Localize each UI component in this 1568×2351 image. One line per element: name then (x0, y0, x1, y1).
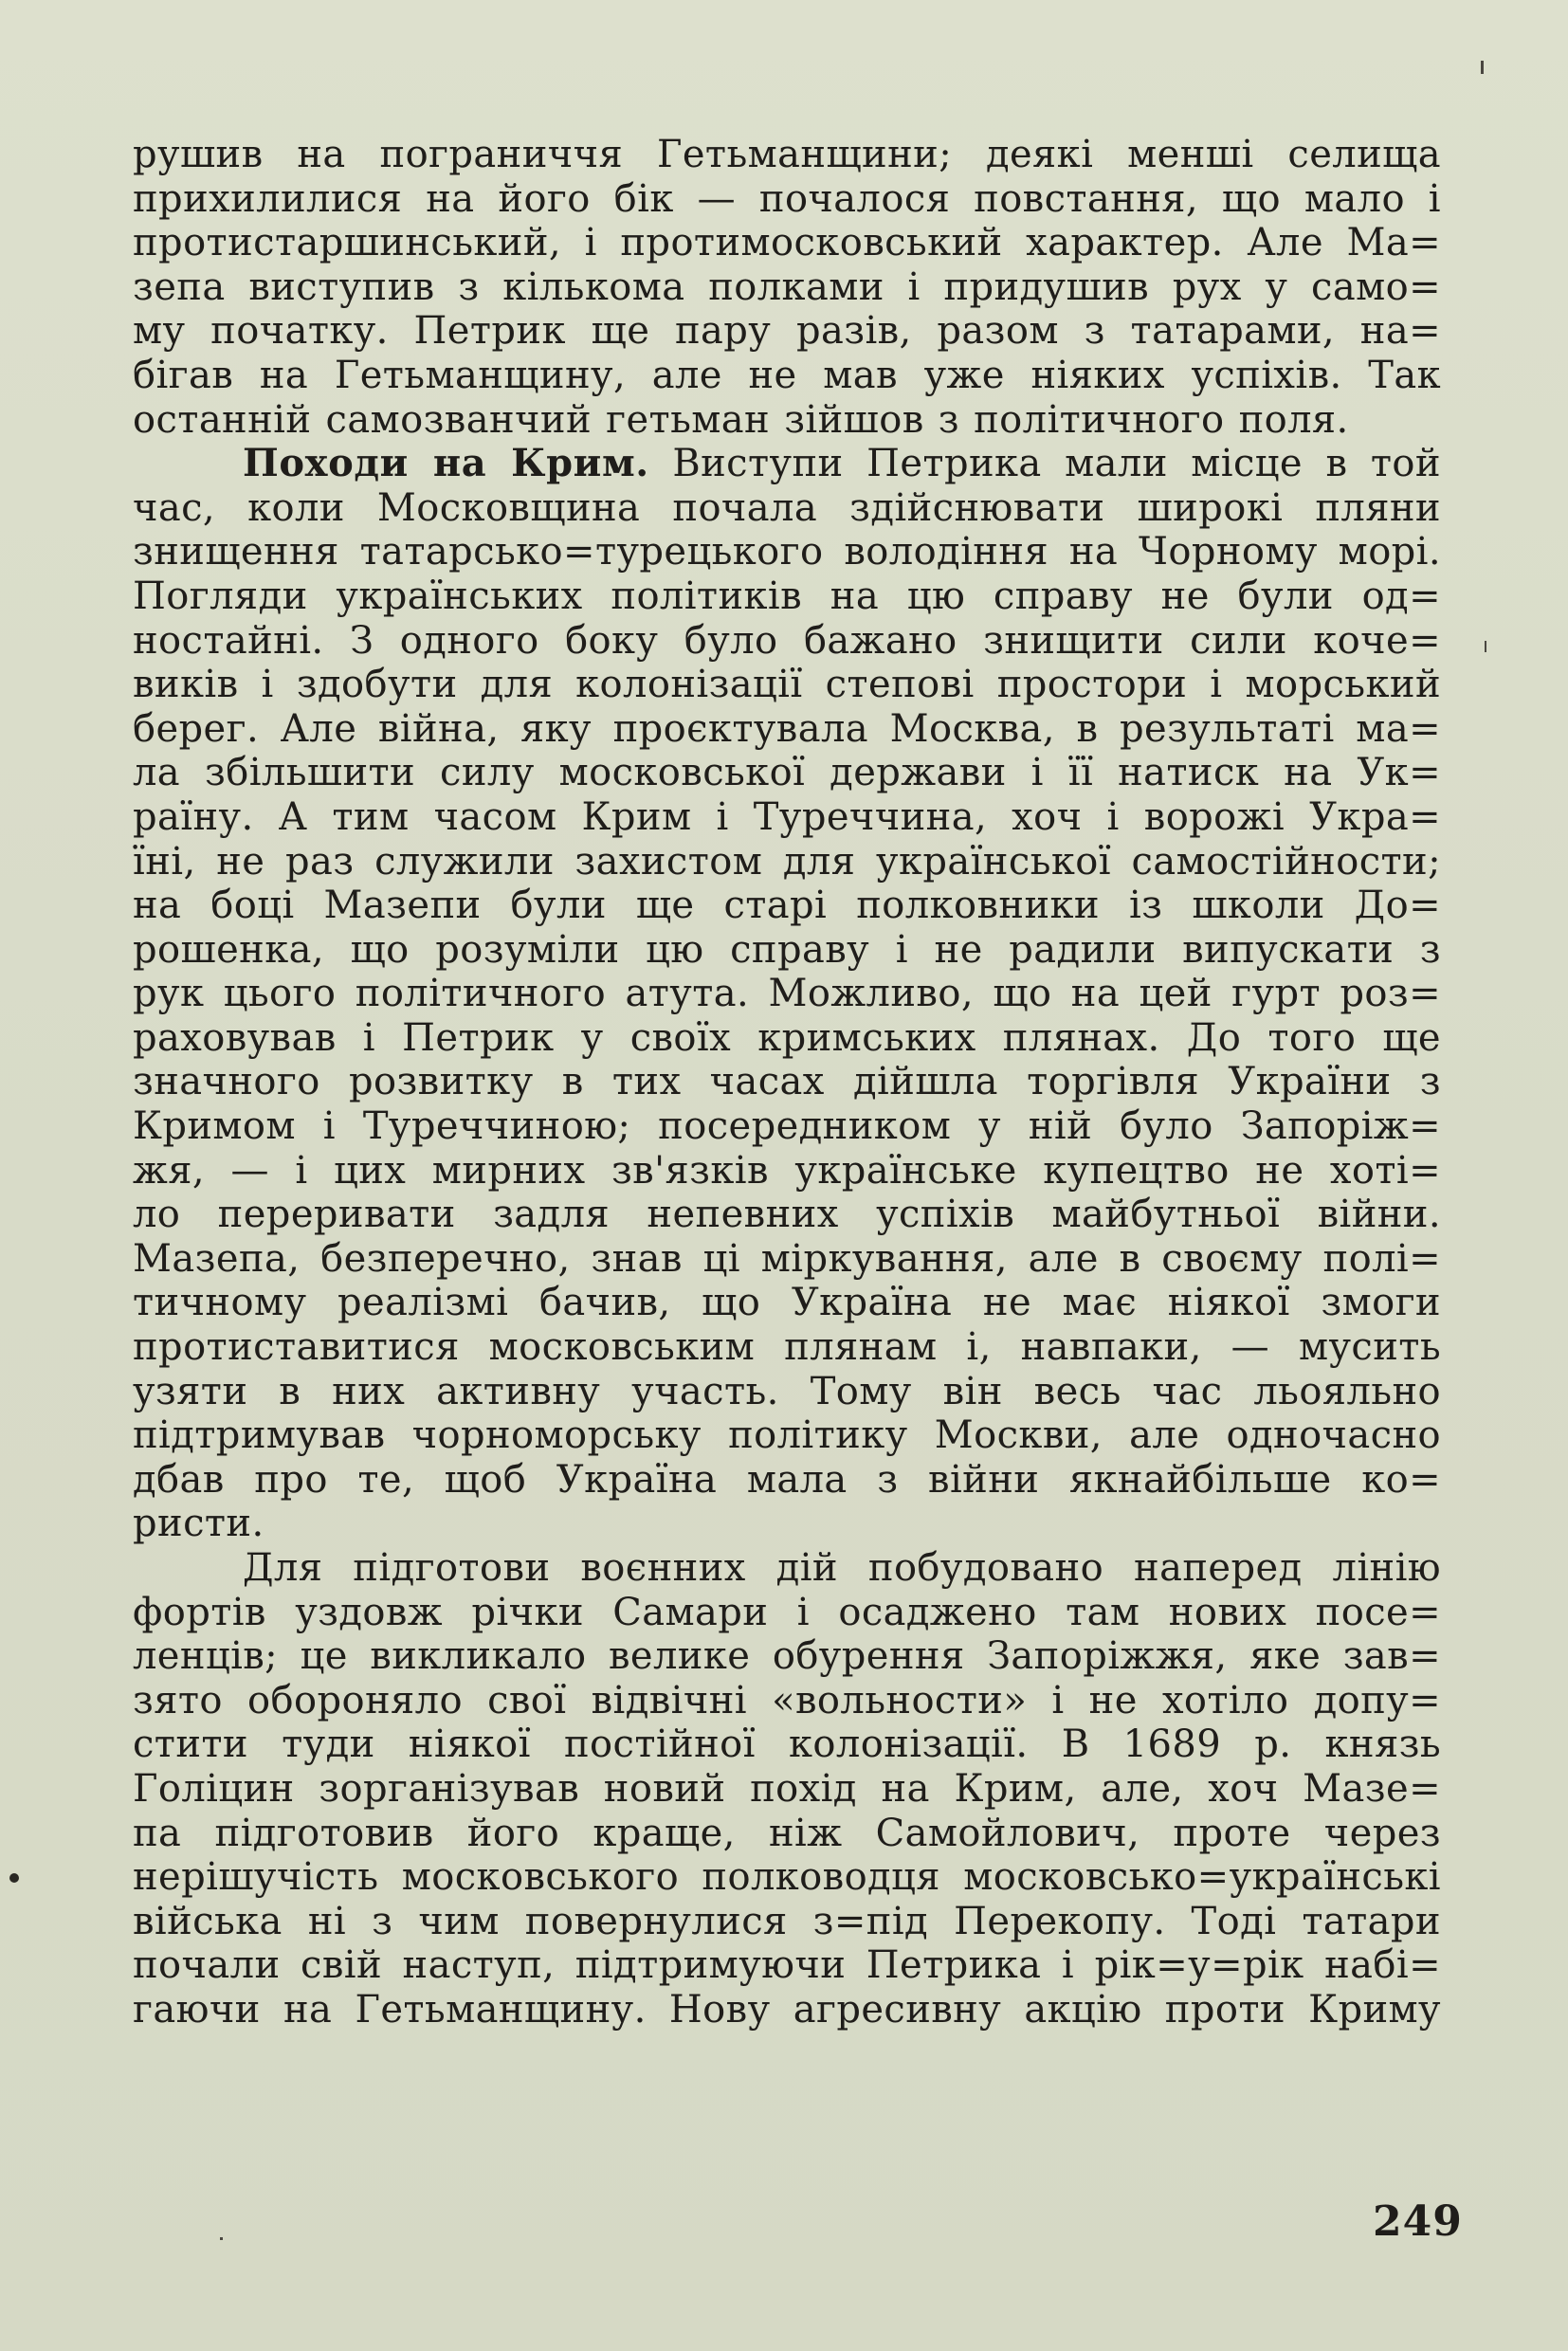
scan-mark (1485, 641, 1486, 652)
body-text (133, 133, 1441, 2032)
text-line: знищення татарсько=турецького володіння на Чорному морі. (133, 530, 1441, 574)
text-line: нерішучість московського полководця московсько=українські (133, 1855, 1441, 1900)
text-line: Для підготови воєнних дій побудовано наперед лінію (243, 1546, 1441, 1590)
text-line: виків і здобути для колонізації степові простори і морський (133, 663, 1441, 707)
text-line: Кримом і Туреччиною; посередником у ній було Запоріж= (133, 1104, 1441, 1149)
text-line: протистаршинський, і протимосковський характер. Але Ма= (133, 221, 1441, 265)
text-line: час, коли Московщина почала здійснювати широкі пляни (133, 485, 1441, 530)
text-line: зепа виступив з кількома полками і придушив рух у само= (133, 264, 1441, 309)
paragraph (133, 442, 1441, 1546)
text-line: рушив на пограниччя Гетьманщини; деякі менші селища (133, 133, 1441, 176)
text-line: дбав про те, щоб Україна мала з війни якнайбільше ко= (133, 1457, 1441, 1502)
text-line: фортів уздовж річки Самари і осаджено там нових посе= (133, 1590, 1441, 1634)
text-line: значного розвитку в тих часах дійшла торгівля України з (133, 1060, 1441, 1104)
text-line: війська ні з чим повернулися з=під Перекопу. Тоді татари (133, 1899, 1441, 1943)
text-line: раїну. А тим часом Крим і Туреччина, хоч і ворожі Укра= (133, 794, 1441, 839)
text-line: зято обороняло свої відвічні «вольности» і не хотіло допу= (133, 1678, 1441, 1722)
scan-mark (1481, 61, 1484, 74)
text-line: Голіцин зорганізував новий похід на Крим, але, хоч Мазе= (133, 1766, 1441, 1811)
text-line: рук цього політичного атута. Можливо, що на цей гурт роз= (133, 972, 1441, 1016)
text-line: їні, не раз служили захистом для української самостійности; (133, 839, 1441, 884)
text-line: Погляди українських політиків на цю справу не були од= (133, 574, 1441, 618)
text-line: останній самозванчий гетьман зійшов з політичного поля. (133, 397, 1349, 442)
scan-mark (220, 2237, 223, 2240)
text-line: Мазепа, безперечно, знав ці міркування, але в своєму полі= (133, 1236, 1441, 1281)
text-line: берег. Але війна, яку проєктувала Москва, в результаті ма= (133, 706, 1441, 751)
page-number: 249 (1373, 2197, 1463, 2246)
text-line: узяти в них активну участь. Тому він весь час льояльно (133, 1369, 1441, 1413)
text-line: на боці Мазепи були ще старі полковники із школи До= (133, 884, 1441, 928)
text-line: ристи. (133, 1502, 264, 1546)
text-line: бігав на Гетьманщину, але не мав уже ніяких успіхів. Так (133, 353, 1441, 397)
text-line: протиставитися московським плянам і, навпаки, — мусить (133, 1325, 1441, 1370)
text-line: жя, — і цих мирних зв'язків українське купецтво не хоті= (133, 1148, 1441, 1193)
text-line: підтримував чорноморську політику Москви, але одночасно (133, 1413, 1441, 1458)
heading-line-text: Виступи Петрика мали місце в той (672, 442, 1441, 486)
text-line: гаючи на Гетьманщину. Нову агресивну акцію проти Криму (133, 1987, 1441, 2032)
text-line: тичному реалізмі бачив, що Україна не має ніякої змоги (133, 1281, 1441, 1325)
text-line: му початку. Петрик ще пару разів, разом з татарами, на= (133, 309, 1441, 354)
paragraph (133, 133, 1441, 442)
section-heading: Походи на Крим. (243, 441, 649, 486)
scan-speck (9, 1873, 19, 1883)
text-line: ностайні. З одного боку було бажано знищити сили коче= (133, 618, 1441, 663)
text-line: ла збільшити силу московської держави і її натиск на Ук= (133, 751, 1441, 795)
text-line: ло переривати задля непевних успіхів майбутньої війни. (133, 1193, 1441, 1237)
text-line: стити туди ніякої постійної колонізації. В 1689 р. князь (133, 1722, 1441, 1767)
text-line: ленців; це викликало велике обурення Запоріжжя, яке зав= (133, 1634, 1441, 1679)
text-line: рошенка, що розуміли цю справу і не радили випускати з (133, 927, 1441, 972)
paragraph (133, 1546, 1441, 2032)
text-line: почали свій наступ, підтримуючи Петрика і рік=у=рік набі= (133, 1943, 1441, 1988)
text-line: раховував і Петрик у своїх кримських плянах. До того ще (133, 1015, 1441, 1060)
text-line: прихилилися на його бік — почалося повстання, що мало і (133, 176, 1441, 221)
text-line: па підготовив його краще, ніж Самойлович, проте через (133, 1811, 1441, 1855)
text-line (133, 442, 1441, 486)
